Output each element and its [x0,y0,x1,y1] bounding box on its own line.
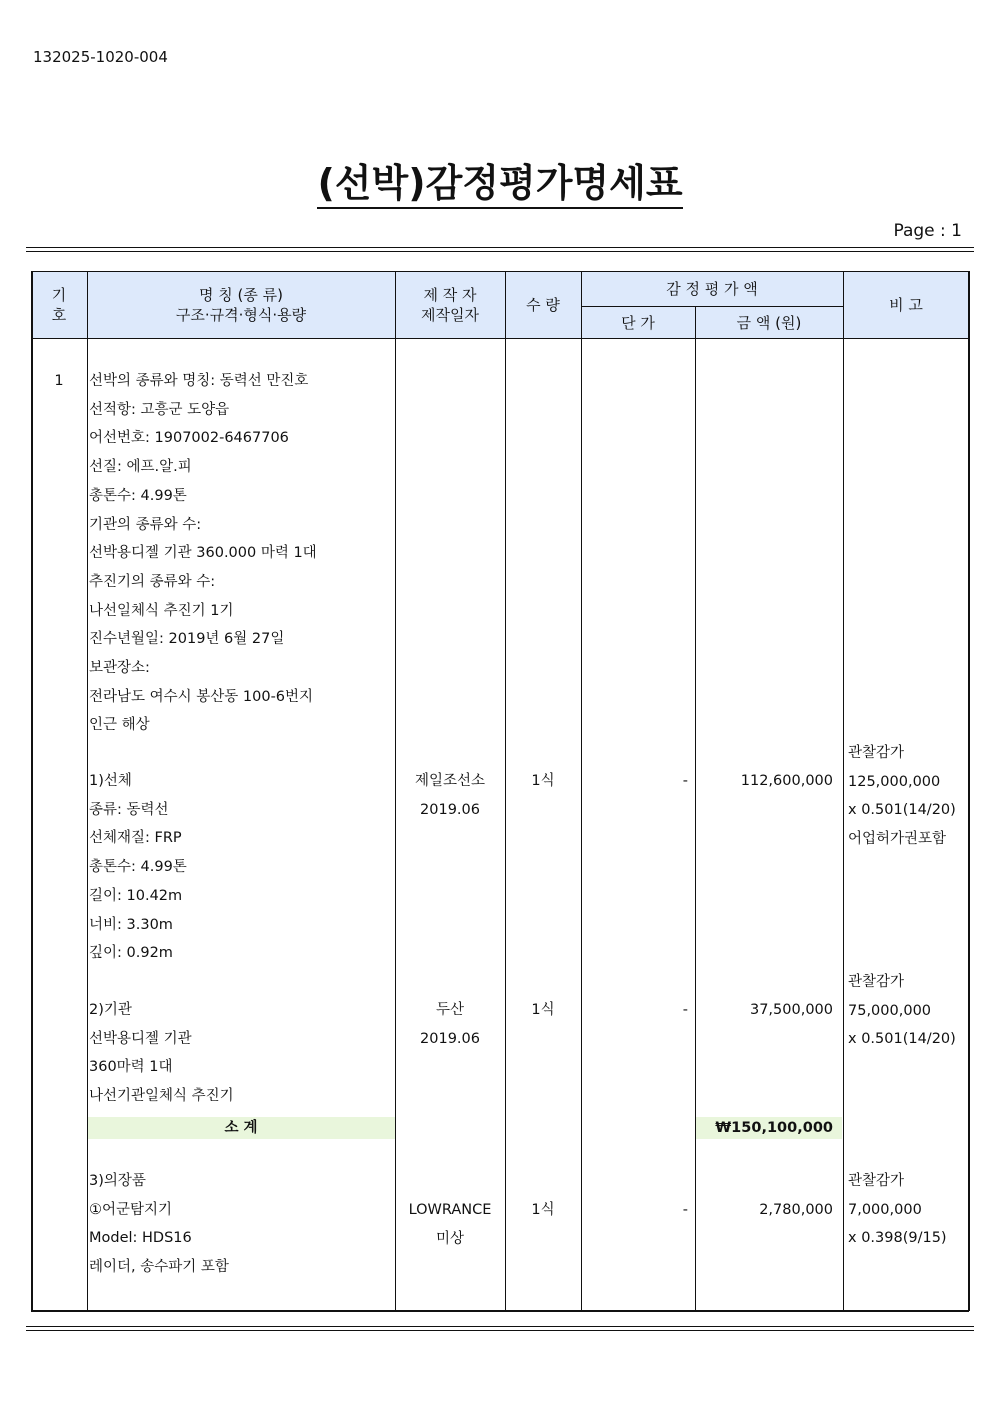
engine-description [89,996,234,1111]
vessel-info-line: 기관의 종류와 수: [89,516,202,533]
page-title [0,152,1000,207]
engine-maker-date: 2019.06 [420,1030,480,1047]
table-bottom-border [31,1310,969,1312]
equipment-maker [396,1196,504,1253]
vessel-info-line: 선질: 에프.알.피 [89,459,192,476]
engine-desc-line: 선박용디젤 기관 [89,1030,192,1047]
bottom-rule-1 [26,1326,974,1327]
engine-unit-price: - [682,1002,688,1018]
vessel-info-line: 총톤수: 4.99톤 [89,487,187,504]
vessel-info-line: 선적항: 고흥군 도양읍 [89,401,230,418]
hull-desc-line: 종류: 동력선 [89,801,169,818]
header-sub-divider [581,306,843,307]
header-remarks: 비 고 [889,296,923,314]
hull-note-line: 관찰감가 [848,745,905,761]
header-no-line1: 기 [51,286,67,304]
header-appraisal: 감 정 평 가 액 [666,280,758,298]
subtotal-amount: ₩150,100,000 [715,1120,833,1136]
engine-desc-line: 나선기관일체식 추진기 [89,1088,234,1105]
hull-maker [396,767,504,824]
hull-desc-line: 길이: 10.42m [89,887,183,904]
equipment-maker-date: 미상 [435,1230,464,1247]
top-rule-1 [26,247,974,248]
vessel-info-line: 인근 해상 [89,717,150,734]
vessel-info-line: 진수년월일: 2019년 6월 27일 [89,631,285,648]
document-number: 132025-1020-004 [33,48,168,66]
header-maker [395,285,505,325]
header-name [87,285,395,325]
page-title-text: (선박)감정평가명세표 [317,161,682,209]
engine-note [848,968,956,1054]
hull-unit-price: - [682,773,688,789]
table-left-border [31,271,33,1311]
equipment-note-line: x 0.398(9/15) [848,1230,947,1247]
equipment-description [89,1167,229,1282]
vessel-info-line: 보관장소: [89,660,150,677]
vessel-info-line: 어선번호: 1907002-6467706 [89,430,289,447]
equipment-qty: 1식 [531,1202,555,1218]
equipment-note [848,1167,947,1253]
header-unit-price: 단 가 [621,314,655,332]
hull-desc-line: 총톤수: 4.99톤 [89,859,187,876]
hull-qty: 1식 [531,773,555,789]
header-name-line1: 명 칭 (종 류) [199,286,283,304]
header-no [31,285,87,325]
subtotal-label: 소 계 [224,1120,258,1136]
hull-note [848,739,956,854]
engine-desc-line: 2)기관 [89,1002,132,1018]
vessel-info-line: 나선일체식 추진기 1기 [89,602,234,619]
engine-maker-name: 두산 [435,1002,464,1018]
equipment-note-line: 7,000,000 [848,1201,922,1218]
item-number: 1 [54,373,64,389]
bottom-rule-2 [26,1330,974,1331]
hull-desc-line: 1)선체 [89,773,132,789]
header-amount: 금 액 (원) [736,314,802,332]
equipment-unit-price: - [682,1202,688,1218]
engine-desc-line: 360마력 1대 [89,1059,173,1076]
header-name-line2: 구조·규격·형식·용량 [175,306,307,324]
vessel-info-line: 추진기의 종류와 수: [89,573,216,590]
hull-desc-line: 선체재질: FRP [89,830,182,847]
equipment-note-line: 관찰감가 [848,1173,905,1189]
equipment-desc-line: 레이더, 송수파기 포함 [89,1259,229,1276]
vessel-info [89,367,317,740]
hull-desc-line: 깊이: 0.92m [89,945,173,962]
equipment-amount: 2,780,000 [759,1202,833,1218]
top-rule-2 [26,251,974,252]
header-maker-line1: 제 작 자 [423,286,477,304]
hull-note-line: 어업허가권포함 [848,831,947,848]
vessel-info-line: 선박의 종류와 명칭: 동력선 만진호 [89,373,309,389]
equipment-maker-name: LOWRANCE [408,1202,492,1218]
header-no-line2: 호 [51,306,67,324]
hull-description [89,767,187,968]
equipment-desc-line: Model: HDS16 [89,1230,192,1247]
vessel-info-line: 선박용디젤 기관 360.000 마력 1대 [89,545,317,562]
equipment-desc-line: ①어군탐지기 [89,1201,173,1218]
col-divider [87,271,88,1311]
engine-note-line: 75,000,000 [848,1002,932,1019]
hull-amount: 112,600,000 [740,773,833,789]
engine-amount: 37,500,000 [749,1002,833,1018]
col-divider [843,271,844,1311]
table-right-border [968,271,970,1311]
vessel-info-line: 전라남도 여수시 봉산동 100-6번지 [89,688,314,705]
engine-note-line: x 0.501(14/20) [848,1031,956,1048]
hull-maker-date: 2019.06 [420,801,480,818]
table-top-border [31,271,969,272]
hull-note-line: 125,000,000 [848,773,941,790]
hull-note-line: x 0.501(14/20) [848,802,956,819]
page-number: Page : 1 [893,221,962,241]
equipment-desc-line: 3)의장품 [89,1173,146,1189]
col-divider [695,306,696,1311]
header-bottom-border [31,338,969,339]
engine-note-line: 관찰감가 [848,974,905,990]
header-maker-line2: 제작일자 [421,306,479,324]
hull-desc-line: 너비: 3.30m [89,916,173,933]
hull-maker-name: 제일조선소 [414,773,486,789]
engine-maker [396,996,504,1053]
engine-qty: 1식 [531,1002,555,1018]
header-qty: 수 량 [526,296,560,314]
